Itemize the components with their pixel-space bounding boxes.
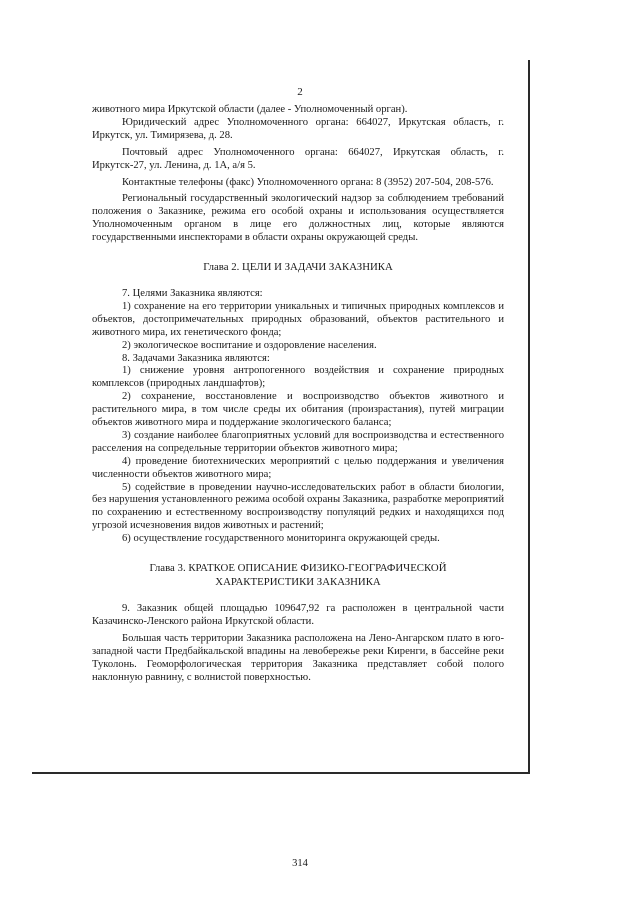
paragraph: Большая часть территории Заказника расположена на Лено-Ангарском плато в юго-западной части Предбайкальской впадины на левобережье реки Киренги, в бассейне реки Туколонь. Геоморфологическая территория Заказника представляет собой полого наклонную равнину, с волнистой поверхностью.	[92, 632, 504, 683]
paragraph: 9. Заказник общей площадью 109647,92 га расположен в центральной части Казачинско-Ленского района Иркутской области.	[92, 603, 504, 627]
page-number-top: 2	[297, 86, 303, 98]
paragraph: Контактные телефоны (факс) Уполномоченного органа: 8 (3952) 207-504, 208-576.	[122, 176, 494, 188]
list-item: 1) снижение уровня антропогенного воздействия и сохранение природных комплексов (природных ландшафтов);	[92, 365, 504, 390]
document-body	[92, 104, 504, 685]
paragraph: 7. Целями Заказника являются:	[122, 287, 263, 299]
paragraph: Юридический адрес Уполномоченного органа: 664027, Иркутская область, г. Иркутск, ул. Тимирязева, д. 28.	[92, 116, 504, 141]
list-item: 2) сохранение, восстановление и воспроизводство объектов животного и растительного мира, в том числе среды их обитания (произрастания), путей миграции объектов животного мира и поддержание экологического баланса;	[92, 391, 504, 429]
list-item: 1) сохранение на его территории уникальных и типичных природных комплексов и объектов, достопримечательных природных образований, объектов растительного и животного мира, их генетического фонда;	[92, 300, 504, 338]
paragraph: животного мира Иркутской области (далее - Уполномоченный орган).	[92, 104, 408, 115]
list-item: 5) содействие в проведении научно-исследовательских работ в области биологии, без нарушения установленного режима особой охраны Заказника, разработке мероприятий по сохранению и естественному воспроизводству популяций редких и находящихся под угрозой исчезновения видов животных и растений;	[92, 481, 504, 532]
list-item: 3) создание наиболее благоприятных условий для воспроизводства и естественного расселения на сопредельные территории объектов животного мира;	[92, 429, 504, 454]
paragraph: Почтовый адрес Уполномоченного органа: 664027, Иркутская область, г. Иркутск-27, ул. Ленина, д. 1А, а/я 5.	[92, 146, 504, 171]
paragraph: 8. Задачами Заказника являются:	[122, 352, 270, 364]
chapter-heading-line: ХАРАКТЕРИСТИКИ ЗАКАЗНИКА	[215, 575, 381, 588]
list-item: 6) осуществление государственного мониторинга окружающей среды.	[122, 533, 440, 545]
paragraph: Региональный государственный экологический надзор за соблюдением требований положения о Заказнике, режима его особой охраны и использования осуществляется Уполномоченным органом в лице его должностных лиц, которые являются государственными инспекторами в области охраны окружающей среды.	[92, 193, 504, 244]
list-item: 4) проведение биотехнических мероприятий с целью поддержания и увеличения численности объектов животного мира;	[92, 455, 504, 480]
page-number-bottom: 314	[292, 858, 308, 869]
chapter-heading-line: Глава 3. КРАТКОЕ ОПИСАНИЕ ФИЗИКО-ГЕОГРАФИЧЕСКОЙ	[149, 562, 447, 575]
chapter-heading	[92, 562, 504, 589]
list-item: 2) экологическое воспитание и оздоровление населения.	[122, 339, 377, 351]
scan-border-right	[528, 60, 530, 774]
scan-border-bottom	[32, 772, 530, 774]
chapter-heading: Глава 2. ЦЕЛИ И ЗАДАЧИ ЗАКАЗНИКА	[203, 261, 393, 274]
